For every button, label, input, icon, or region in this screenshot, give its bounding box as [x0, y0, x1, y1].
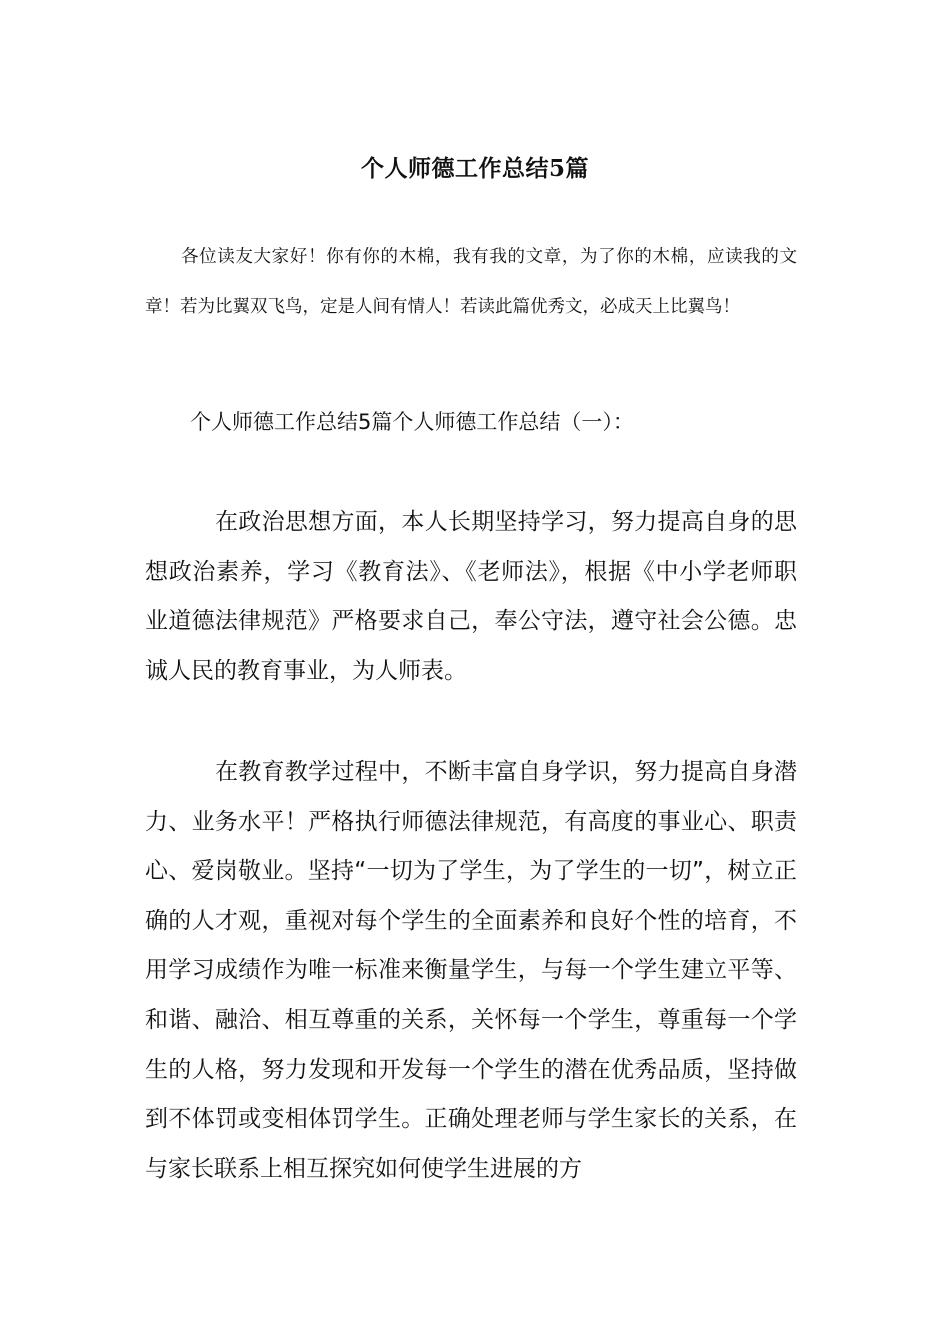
section-heading: 个人师德工作总结5篇个人师德工作总结（一）： [190, 410, 634, 434]
document-title: 个人师德工作总结5篇 [360, 155, 589, 182]
body-paragraph: 在政治思想方面，本人长期坚持学习，努力提高自身的思想政治素养，学习《教育法》、《老师法》，根据《中小学老师职业道德法律规范》严格要求自己，奉公守法，遵守社会公德。忠诚人民的教育事业，为人师表。 [145, 509, 797, 684]
intro-paragraph: 各位读友大家好！你有你的木棉，我有我的文章，为了你的木棉，应读我的文章！若为比翼双飞鸟，定是人间有情人！若读此篇优秀文，必成天上比翼鸟！ [145, 247, 797, 317]
body-paragraph: 在教育教学过程中，不断丰富自身学识，努力提高自身潜力、业务水平！严格执行师德法律规范，有高度的事业心、职责心、爱岗敬业。坚持“一切为了学生，为了学生的一切”，树立正确的人才观，重视对每个学生的全面素养和良好个性的培育，不用学习成绩作为唯一标准来衡量学生，与每一个学生建立平等、和谐、融洽、相互尊重的关系，关怀每一个学生，尊重每一个学生的人格，努力发现和开发每一个学生的潜在优秀品质，坚持做到不体罚或变相体罚学生。正确处理老师与学生家长的关系，在与家长联系上相互探究如何使学生进展的方 [145, 759, 797, 1182]
